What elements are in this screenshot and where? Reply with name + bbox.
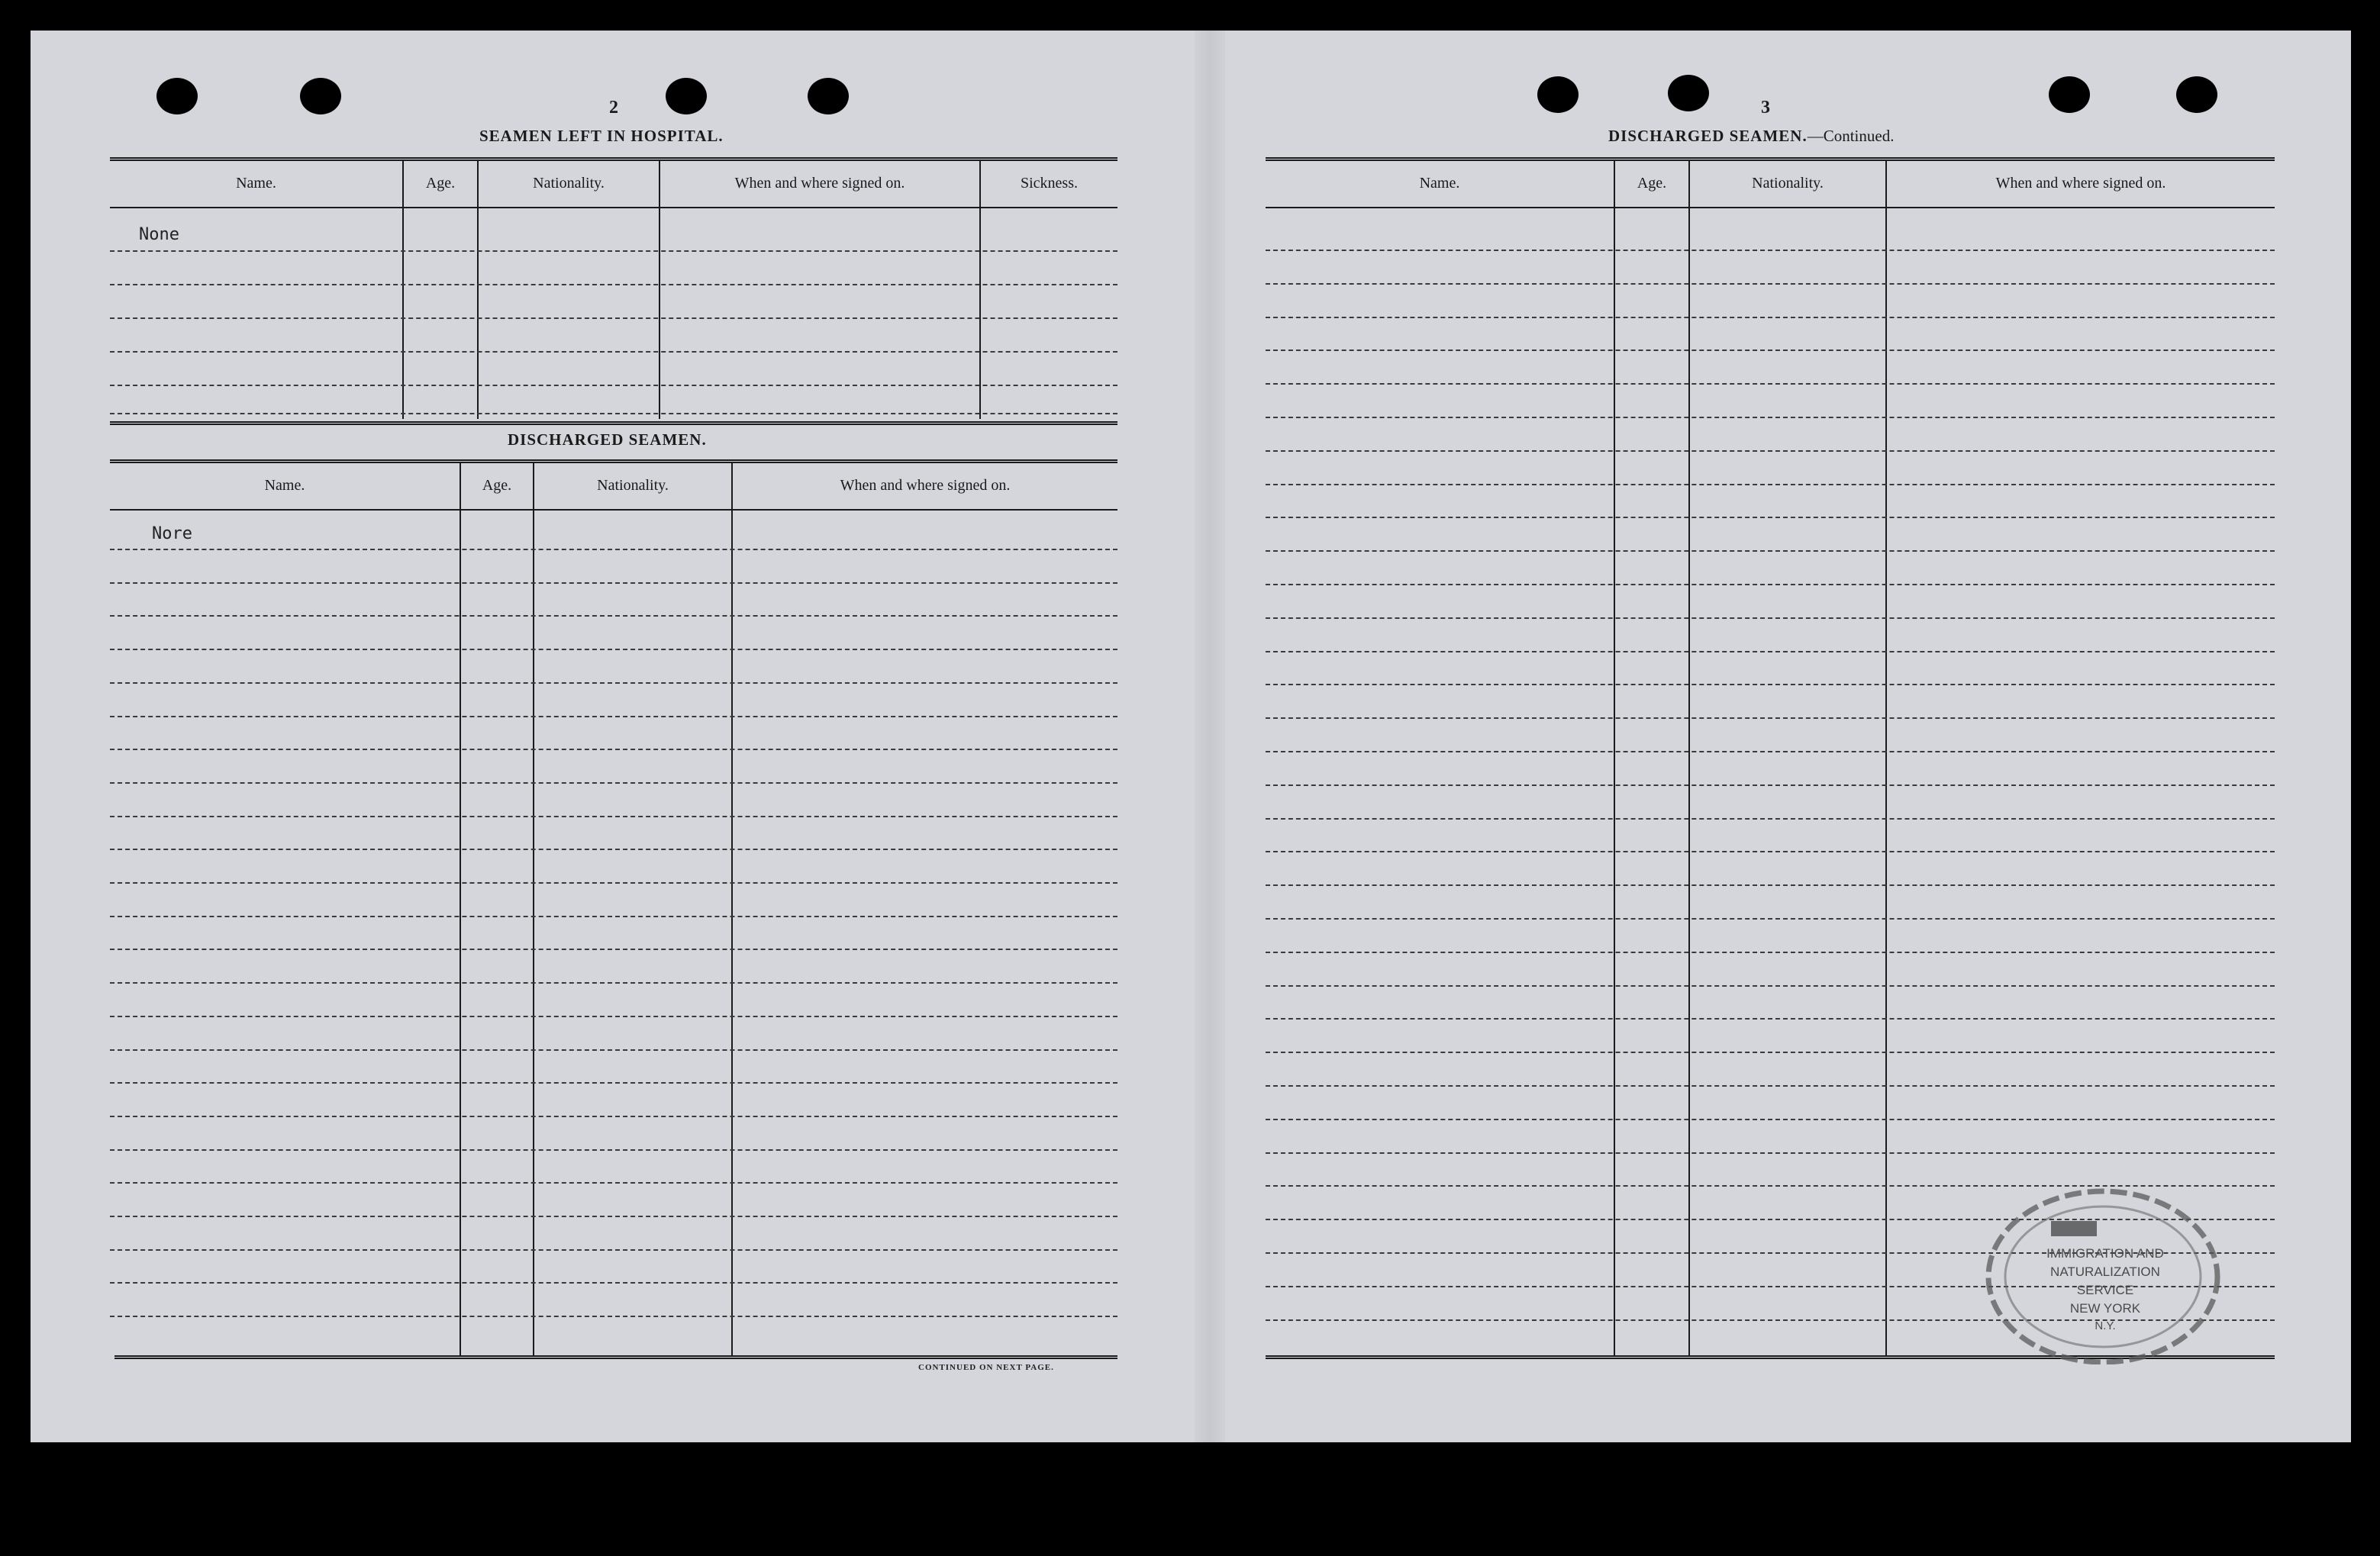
hospital-entry-name: None bbox=[139, 225, 179, 244]
row-line bbox=[1266, 617, 2275, 619]
row-line bbox=[110, 351, 1117, 353]
col-divider bbox=[659, 161, 660, 419]
col-name: Name. bbox=[236, 175, 276, 192]
row-line bbox=[110, 849, 1117, 850]
col-when-where: When and where signed on. bbox=[840, 477, 1011, 494]
row-line bbox=[1266, 283, 2275, 285]
row-line bbox=[1266, 851, 2275, 852]
row-line bbox=[1266, 918, 2275, 920]
row-line bbox=[1266, 818, 2275, 820]
row-line bbox=[110, 716, 1117, 717]
center-fold bbox=[1195, 31, 1225, 1442]
col-divider bbox=[731, 463, 733, 1356]
col-age: Age. bbox=[482, 477, 512, 494]
stamp-line: NATURALIZATION bbox=[2050, 1264, 2160, 1279]
row-line bbox=[1266, 517, 2275, 518]
row-line bbox=[1266, 1018, 2275, 1020]
row-line bbox=[1266, 684, 2275, 685]
punch-hole bbox=[1537, 76, 1579, 113]
col-divider bbox=[1885, 161, 1887, 1356]
row-line bbox=[110, 1216, 1117, 1217]
row-line bbox=[1266, 1052, 2275, 1053]
row-line bbox=[110, 882, 1117, 884]
col-nationality: Nationality. bbox=[1752, 175, 1824, 192]
col-age: Age. bbox=[1637, 175, 1667, 192]
row-line bbox=[110, 749, 1117, 750]
stamp-line: N.Y. bbox=[2095, 1319, 2116, 1332]
row-line bbox=[1266, 985, 2275, 987]
row-line bbox=[1266, 751, 2275, 752]
row-line bbox=[1266, 450, 2275, 452]
row-line bbox=[110, 982, 1117, 984]
col-when-where: When and where signed on. bbox=[1995, 175, 2166, 192]
row-line bbox=[1266, 383, 2275, 385]
discharged-entry-name: Nore bbox=[152, 524, 192, 543]
row-line bbox=[110, 1282, 1117, 1284]
col-divider bbox=[1614, 161, 1615, 1356]
row-line bbox=[110, 284, 1117, 285]
page-number-left: 2 bbox=[609, 98, 618, 118]
row-line bbox=[1266, 250, 2275, 251]
row-line bbox=[1266, 1085, 2275, 1087]
row-line bbox=[110, 615, 1117, 617]
row-line bbox=[1266, 350, 2275, 351]
row-line bbox=[110, 250, 1117, 252]
continued-note: CONTINUED ON NEXT PAGE. bbox=[918, 1363, 1054, 1372]
stamp-line: IMMIGRATION AND bbox=[2046, 1246, 2164, 1261]
col-nationality: Nationality. bbox=[533, 175, 605, 192]
row-line bbox=[1266, 884, 2275, 886]
punch-hole bbox=[300, 78, 341, 114]
row-line bbox=[1266, 417, 2275, 418]
discharged-table-left bbox=[110, 459, 1117, 1358]
row-line bbox=[110, 949, 1117, 950]
row-line bbox=[110, 582, 1117, 584]
row-line bbox=[1266, 1119, 2275, 1120]
col-sickness: Sickness. bbox=[1021, 175, 1078, 192]
discharged-continued-header bbox=[1266, 161, 2275, 208]
col-divider bbox=[1688, 161, 1690, 1356]
punch-hole bbox=[666, 78, 707, 114]
col-divider bbox=[477, 161, 479, 419]
punch-hole bbox=[156, 78, 198, 114]
row-line bbox=[110, 413, 1117, 414]
col-age: Age. bbox=[425, 175, 456, 192]
discharged-section-title: DISCHARGED SEAMEN. bbox=[508, 430, 707, 449]
row-line bbox=[110, 816, 1117, 817]
punch-hole bbox=[2049, 76, 2090, 113]
section-separator bbox=[110, 421, 1117, 425]
row-line bbox=[1266, 584, 2275, 585]
title-suffix: —Continued. bbox=[1807, 127, 1895, 145]
hospital-section-title: SEAMEN LEFT IN HOSPITAL. bbox=[479, 127, 724, 145]
row-line bbox=[110, 1182, 1117, 1184]
row-line bbox=[1266, 784, 2275, 786]
col-divider bbox=[460, 463, 461, 1356]
col-name: Name. bbox=[1419, 175, 1460, 192]
col-divider bbox=[979, 161, 981, 419]
col-name: Name. bbox=[264, 477, 305, 494]
row-line bbox=[110, 1249, 1117, 1251]
row-line bbox=[110, 549, 1117, 550]
row-line bbox=[110, 1082, 1117, 1084]
discharged-continued-title bbox=[1608, 127, 1894, 146]
immigration-stamp bbox=[1981, 1181, 2233, 1364]
row-line bbox=[1266, 717, 2275, 719]
discharged-table-right bbox=[1266, 157, 2275, 1358]
row-line bbox=[110, 649, 1117, 650]
hospital-table-header bbox=[110, 161, 1117, 208]
row-line bbox=[1266, 550, 2275, 552]
hospital-table bbox=[110, 157, 1117, 424]
row-line bbox=[110, 1149, 1117, 1151]
row-line bbox=[1266, 952, 2275, 953]
col-when-where: When and where signed on. bbox=[734, 175, 905, 192]
row-line bbox=[110, 385, 1117, 386]
table-bottom-rule bbox=[114, 1355, 1117, 1359]
row-line bbox=[110, 1316, 1117, 1317]
row-line bbox=[1266, 651, 2275, 652]
row-line bbox=[1266, 1152, 2275, 1154]
row-line bbox=[110, 1016, 1117, 1017]
row-line bbox=[110, 1049, 1117, 1051]
col-divider bbox=[402, 161, 404, 419]
row-line bbox=[110, 317, 1117, 319]
col-nationality: Nationality. bbox=[597, 477, 669, 494]
row-line bbox=[110, 1116, 1117, 1117]
discharged-table-header bbox=[110, 463, 1117, 511]
punch-hole bbox=[2176, 76, 2217, 113]
col-divider bbox=[533, 463, 534, 1356]
punch-hole bbox=[1668, 75, 1709, 111]
stamp-line: SERVICE bbox=[2076, 1283, 2134, 1297]
stamp-line: NEW YORK bbox=[2069, 1301, 2141, 1316]
page-number-right: 3 bbox=[1761, 98, 1770, 118]
row-line bbox=[110, 782, 1117, 784]
title-main: DISCHARGED SEAMEN. bbox=[1608, 127, 1808, 145]
row-line bbox=[110, 682, 1117, 684]
punch-hole bbox=[808, 78, 849, 114]
row-line bbox=[1266, 317, 2275, 318]
row-line bbox=[1266, 484, 2275, 485]
row-line bbox=[110, 916, 1117, 917]
